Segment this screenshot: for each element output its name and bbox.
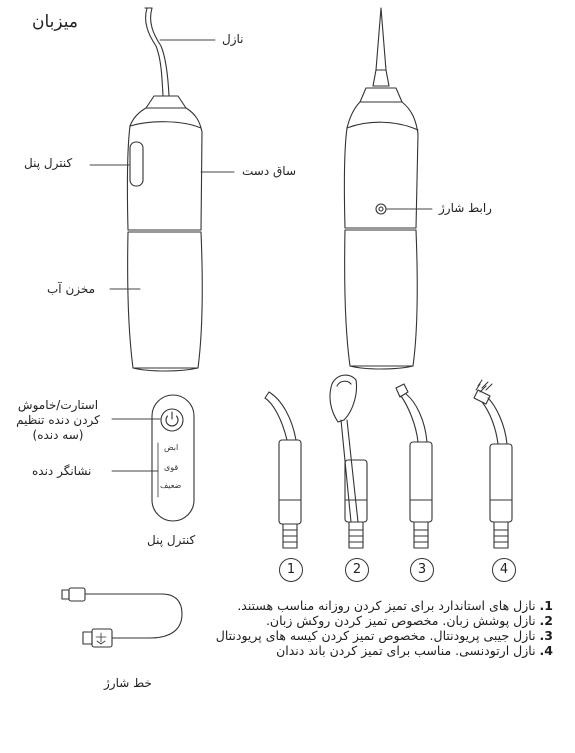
feature-item-2: 2. نازل پوشش زبان. مخصوص تمیز کردن روکش زبان. <box>265 613 553 628</box>
device-front <box>127 8 202 371</box>
nozzle-attachments <box>265 375 512 548</box>
leader-lines <box>90 40 432 471</box>
panel-mode-weak: ضعیف <box>160 481 182 490</box>
usb-plug <box>92 629 112 647</box>
nozzle-number-1: 1 <box>279 558 303 582</box>
nozzle-1-standard <box>265 392 301 548</box>
label-handle: ساق دست <box>242 164 297 178</box>
label-charging-cable: خط شارژ <box>104 676 152 690</box>
device-front-nozzle <box>146 8 163 96</box>
feature-item-4: 4. نازل ارتودنسی. مناسب برای تمیز کردن باند دندان <box>276 643 553 658</box>
label-start-stop: استارت/خاموش کردن دنده تنظیم (سه دنده) <box>16 398 100 442</box>
label-water-tank: مخزن آب <box>47 282 96 296</box>
device-back-collar <box>360 88 402 102</box>
nozzle-number-3: 3 <box>410 558 434 582</box>
control-panel-slot <box>130 142 143 186</box>
device-back <box>344 8 418 369</box>
nozzle-feature-list <box>208 598 553 658</box>
nozzle-number-4: 4 <box>492 558 516 582</box>
nozzle-4-orthodontic <box>474 380 512 548</box>
device-back-tank <box>345 230 418 366</box>
feature-item-1: 1. نازل های استاندارد برای تمیز کردن روزانه مناسب هستند. <box>237 598 553 613</box>
feature-item-3: 3. نازل جیبی پریودنتال. مخصوص تمیز کردن کیسه های پریودنتال <box>215 628 553 643</box>
charging-port-icon <box>376 204 386 214</box>
nozzle-3-periodontal <box>396 384 432 548</box>
label-control-panel-caption: کنترل پنل <box>147 533 196 547</box>
control-panel-closeup <box>152 395 194 521</box>
label-charging-port: رابط شارژ <box>439 201 492 215</box>
panel-mode-strong: قوی <box>164 463 179 472</box>
label-nozzle: نازل <box>222 32 244 46</box>
label-control-panel: کنترل پنل <box>24 156 73 170</box>
page-title: میزبان <box>32 12 79 32</box>
nozzle-2-tongue <box>330 375 367 548</box>
nozzle-number-2: 2 <box>345 558 369 582</box>
panel-mode-pulse: ابض <box>164 443 179 452</box>
charging-cable <box>62 588 182 647</box>
device-front-tank <box>128 232 203 368</box>
device-back-nozzle <box>376 8 386 70</box>
device-front-collar <box>146 96 186 108</box>
device-front-head <box>127 108 202 230</box>
label-gear-indicator: نشانگر دنده <box>32 464 92 478</box>
